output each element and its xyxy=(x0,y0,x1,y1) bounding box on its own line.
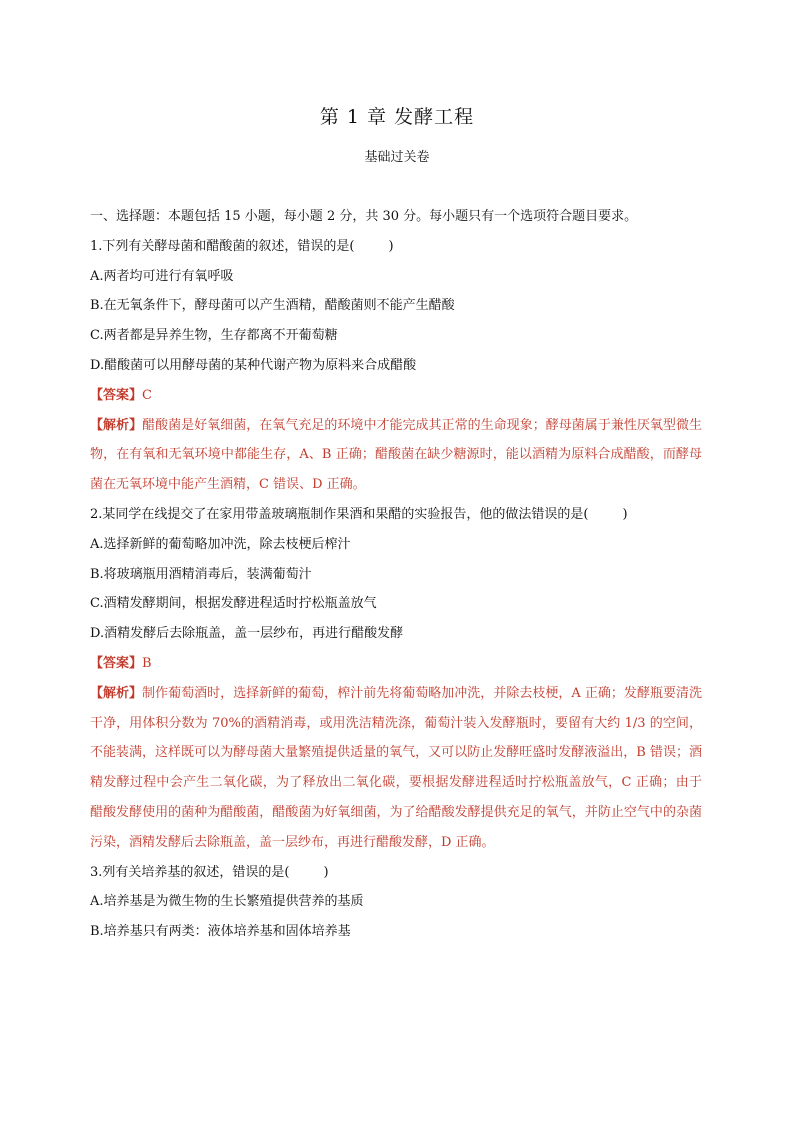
analysis-label: 【解析】 xyxy=(90,417,143,433)
question-2-stem-close: ) xyxy=(622,506,628,522)
answer-label: 【答案】 xyxy=(90,387,143,403)
question-2-analysis-text: 制作葡萄酒时，选择新鲜的葡萄，榨汁前先将葡萄略加冲洗，并除去枝梗，A 正确；发酵瓶要清洗干净，用体积分数为 70%的酒精消毒，或用洗洁精洗涤，葡萄汁装入发酵瓶时，要留有大约 1/3 的空间，不能装满，这样既可以为酵母菌大量繁殖提供适量的氧气，又可以防止发酵旺盛时发酵液溢出，B 错误；酒精发酵过程中会产生二氧化碳，为了释放出二氧化碳，要根据发酵进程适时拧松瓶盖放气，C 正确；由于醋酸发酵使用的菌种为醋酸菌，醋酸菌为好氧细菌，为了给醋酸发酵提供充足的氧气，并防止空气中的杂菌污染，酒精发酵后去除瓶盖，盖一层纱布，再进行醋酸发酵，D 正确。 xyxy=(90,685,702,850)
question-1-answer xyxy=(90,381,702,411)
chapter-title: 第 1 章 发酵工程 xyxy=(319,106,475,128)
answer-label: 【答案】 xyxy=(90,655,143,671)
question-1-option-c: C.两者都是异养生物，生存都离不开葡萄糖 xyxy=(90,328,338,344)
question-3-stem-text: 3.列有关培养基的叙述，错误的是( xyxy=(90,864,290,880)
question-3-option-a: A.培养基是为微生物的生长繁殖提供营养的基质 xyxy=(90,894,364,910)
document-body xyxy=(90,202,702,947)
question-1-stem xyxy=(90,232,702,262)
question-1-stem-close: ) xyxy=(388,238,394,254)
question-2-answer xyxy=(90,649,702,679)
question-1-option-a: A.两者均可进行有氧呼吸 xyxy=(90,268,234,284)
question-2-option-d: D.酒精发酵后去除瓶盖，盖一层纱布，再进行醋酸发酵 xyxy=(90,626,404,642)
question-2-analysis xyxy=(90,679,702,858)
question-2-option-c: C.酒精发酵期间，根据发酵进程适时拧松瓶盖放气 xyxy=(90,596,377,612)
exam-subtitle: 基础过关卷 xyxy=(364,150,430,165)
question-1-answer-value: C xyxy=(142,387,152,403)
question-3-stem xyxy=(90,858,702,888)
analysis-label: 【解析】 xyxy=(90,685,143,701)
question-2-answer-value: B xyxy=(142,655,152,671)
question-1-analysis-text: 醋酸菌是好氧细菌，在氧气充足的环境中才能完成其正常的生命现象；酵母菌属于兼性厌氧型微生物，在有氧和无氧环境中都能生存，A、B 正确；醋酸菌在缺少糖源时，能以酒精为原料合成醋酸，而酵母菌在无氧环境中能产生酒精，C 错误、D 正确。 xyxy=(90,417,702,493)
question-1-option-b: B.在无氧条件下，酵母菌可以产生酒精，醋酸菌则不能产生醋酸 xyxy=(90,298,455,314)
question-3-stem-close: ) xyxy=(323,864,329,880)
question-1-stem-text: 1.下列有关酵母菌和醋酸菌的叙述，错误的是( xyxy=(90,238,355,254)
question-2-option-b: B.将玻璃瓶用酒精消毒后，装满葡萄汁 xyxy=(90,566,312,582)
question-3-option-b: B.培养基只有两类：液体培养基和固体培养基 xyxy=(90,924,351,940)
question-1-analysis xyxy=(90,411,702,500)
question-2-stem-text: 2.某同学在线提交了在家用带盖玻璃瓶制作果酒和果醋的实验报告，他的做法错误的是( xyxy=(90,506,589,522)
question-1-option-d: D.醋酸菌可以用酵母菌的某种代谢产物为原料来合成醋酸 xyxy=(90,357,417,373)
question-2-stem xyxy=(90,500,702,530)
question-2-option-a: A.选择新鲜的葡萄略加冲洗，除去枝梗后榨汁 xyxy=(90,536,351,552)
section-header: 一、选择题：本题包括 15 小题，每小题 2 分，共 30 分。每小题只有一个选项符合题目要求。 xyxy=(90,209,638,224)
